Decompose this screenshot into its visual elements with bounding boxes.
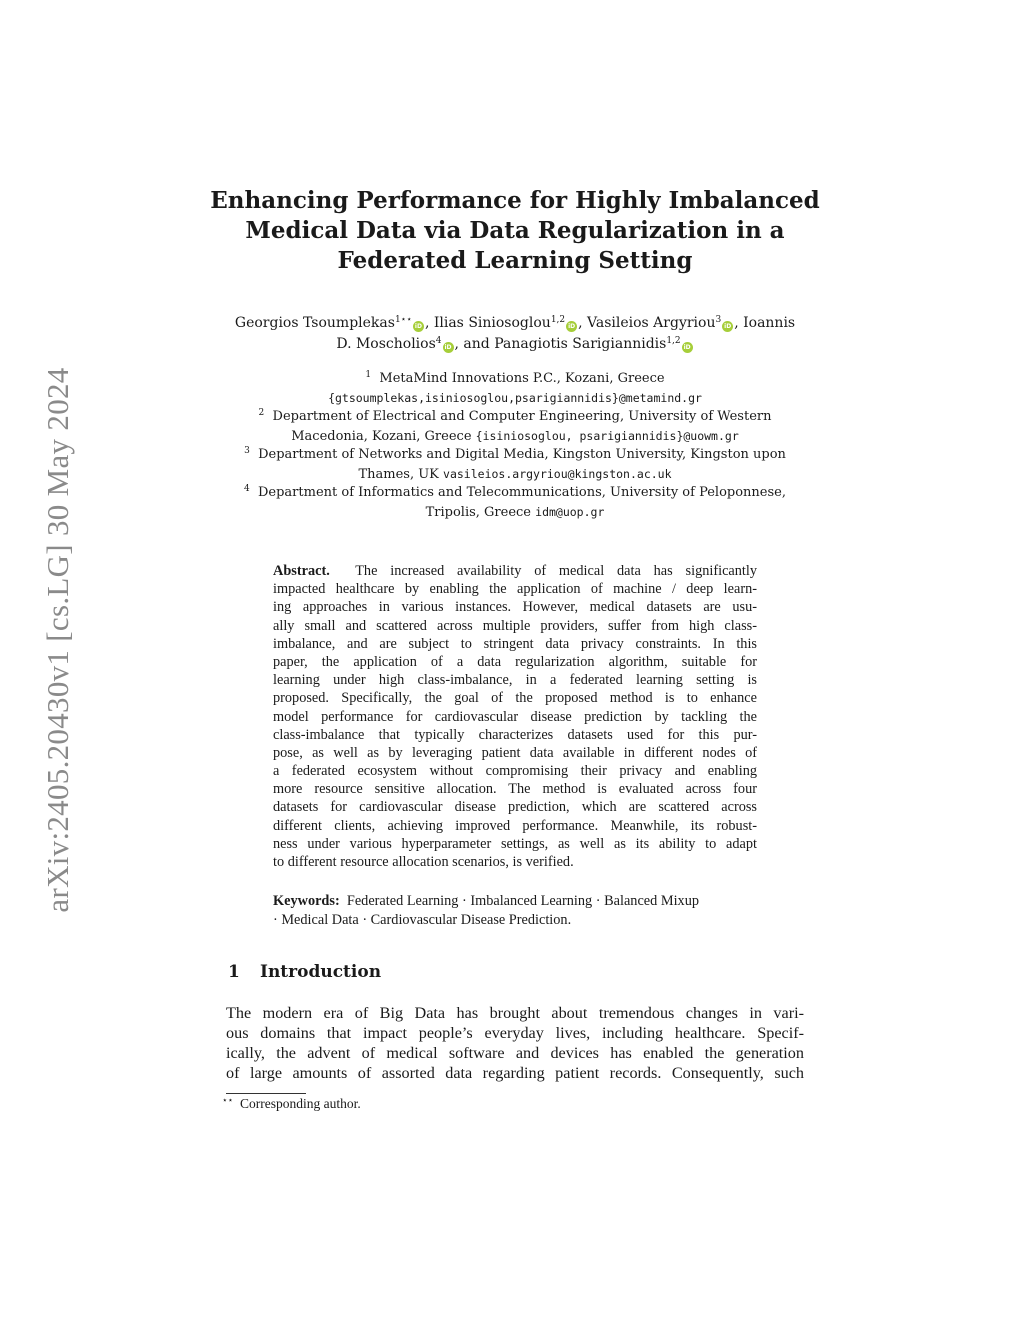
affiliation-1 [215,370,815,389]
author-affil-mark: 1,2 [666,336,681,346]
affiliation-text: Macedonia, Kozani, Greece [291,428,472,444]
section-title: Introduction [260,962,382,982]
abstract-line: proposed. Specifically, the goal of the proposed method is to enhance [273,690,757,707]
title-line: Federated Learning Setting [337,247,693,274]
affiliation-mark: 2 [258,408,265,418]
email[interactable]: vasileios.argyriou@kingston.ac.uk [443,466,672,481]
abstract-line [273,562,757,580]
affiliation-text: Thames, UK [358,466,439,482]
abstract-line: different clients, achieving improved performance. Meanwhile, its robust- [273,817,757,834]
body-line: The modern era of Big Data has brought about tremendous changes in vari- [226,1004,804,1022]
title-line: Medical Data via Data Regularization in a [245,217,785,244]
orcid-icon[interactable]: iD [568,323,576,330]
author-list [205,313,825,355]
arxiv-identifier-text: arXiv:2405.20430v1 [cs.LG] 30 May 2024 [40,367,75,913]
abstract-line: learning under high class-imbalance, in a federated learning setting is [273,672,757,689]
footnote-mark: ⋆⋆ [222,1095,234,1105]
abstract [273,562,757,871]
email[interactable]: idm@uop.gr [535,504,605,519]
affiliation-text: Department of Informatics and Telecommunications, University of Peloponnese, [257,485,786,500]
body-line: ically, the advent of medical software and devices has enabled the generation [226,1044,804,1062]
affiliations [215,370,815,522]
affiliation-3-cont [215,465,815,485]
section-heading [228,962,381,982]
keywords-line: · Medical Data · Cardiovascular Disease Prediction. [273,911,572,928]
footnote [222,1096,361,1112]
keywords-line [273,892,763,911]
orcid-icon[interactable]: iD [683,344,691,351]
author-line [205,334,825,355]
abstract-line: datasets for cardiovascular disease prediction, which are scattered across [273,799,757,816]
section-number: 1 [228,962,240,982]
paper-title [200,186,830,276]
abstract-label: Abstract. [273,563,330,579]
abstract-line: ing approaches in various instances. However, medical datasets are usu- [273,599,757,616]
abstract-line: more resource sensitive allocation. The method is evaluated across four [273,781,757,798]
orcid-icon[interactable]: iD [444,344,452,351]
body-paragraph [226,1003,804,1083]
orcid-icon[interactable]: iD [414,323,422,330]
author-name: D. Moscholios [336,336,436,352]
affiliation-2-cont [215,427,815,447]
email[interactable]: {gtsoumplekas,isiniosoglou,psarigiannidis}@metamind.gr [328,390,702,405]
abstract-line: pose, as well as by leveraging patient data available in different nodes of [273,744,757,761]
footnote-rule [226,1093,306,1094]
abstract-line: imbalance, and are subject to stringent data privacy constraints. In this [273,635,757,652]
abstract-text: The increased availability of medical data has significantly [355,563,757,579]
abstract-line: impacted healthcare by enabling the application of machine / deep learn- [273,581,757,598]
abstract-line: model performance for cardiovascular disease prediction by tackling the [273,708,757,725]
author-line [205,313,825,334]
affiliation-mark: 3 [244,446,250,456]
affiliation-4-cont [215,503,815,523]
footnote-text: Corresponding author. [240,1096,361,1111]
author-name: Georgios Tsoumplekas [234,315,395,331]
affiliation-mark: 4 [243,484,250,494]
author-affil-mark: 4 [435,336,442,346]
affiliation-text: MetaMind Innovations P.C., Kozani, Greece [379,371,665,386]
email[interactable]: {isiniosoglou, psarigiannidis}@uowm.gr [475,428,739,443]
keywords-text: Federated Learning · Imbalanced Learning · Balanced Mixup [346,893,699,909]
abstract-line: ness under various hyperparameter settings, as well as its ability to adapt [273,835,757,852]
affiliation-mark: 1 [365,370,372,380]
author-name: , Vasileios Argyriou [578,315,716,331]
author-name: , Ilias Siniosoglou [424,315,551,331]
abstract-line: paper, the application of a data regularization algorithm, suitable for [273,653,757,670]
author-name: , and Panagiotis Sarigiannidis [454,336,667,352]
title-line: Enhancing Performance for Highly Imbalanced [210,187,820,214]
author-affil-mark: 1⋆⋆ [394,315,412,325]
affiliation-2 [215,408,815,427]
affiliation-4 [215,484,815,503]
affiliation-text: Department of Networks and Digital Media, Kingston University, Kingston upon [258,447,786,462]
author-name: , Ioannis [734,315,796,331]
body-line: of large amounts of assorted data regarding patient records. Consequently, such [226,1064,804,1082]
keywords-label: Keywords: [273,893,340,909]
affiliation-3 [215,446,815,465]
author-affil-mark: 1,2 [550,315,566,325]
affiliation-text: Tripolis, Greece [425,504,531,520]
affiliation-1-email-line [215,389,815,409]
affiliation-text: Department of Electrical and Computer Engineering, University of Western [272,409,772,424]
orcid-icon[interactable]: iD [724,323,732,330]
keywords [273,892,763,929]
abstract-line: ally small and scattered across multiple providers, suffer from high class- [273,617,757,634]
abstract-line: class-imbalance that typically characterizes datasets used for this pur- [273,726,757,743]
abstract-line: to different resource allocation scenarios, is verified. [273,854,574,870]
author-affil-mark: 3 [715,315,722,325]
body-line: ous domains that impact people’s everyday lives, including healthcare. Specif- [226,1024,804,1042]
abstract-line: a federated ecosystem without compromising their privacy and enabling [273,763,757,780]
